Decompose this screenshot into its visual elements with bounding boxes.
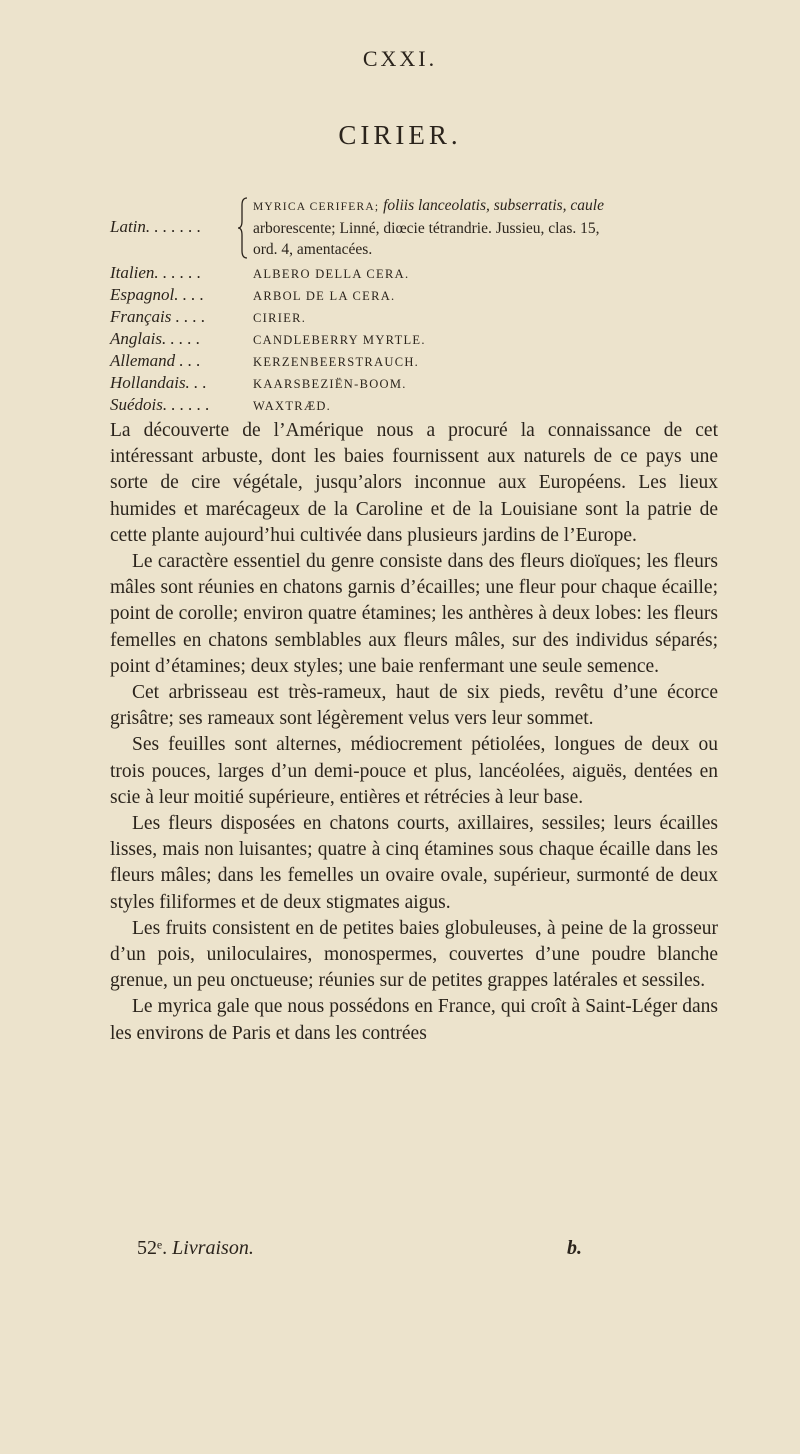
latin-description — [253, 195, 743, 260]
latin-diagnosis: foliis lanceolatis, subserratis, caule — [379, 197, 604, 214]
livraison-number: 52ᵉ. — [137, 1237, 168, 1259]
body-paragraph: Les fruits consistent en de petites baies globuleuses, à peine de la grosseur d’un pois, uniloculaires, monospermes, couvertes d’une poudre blanche grenue, un peu onctueuse; réunies sur de petites grappes latérales et sessiles. — [110, 917, 718, 992]
livraison-mark — [137, 1237, 254, 1260]
language-label: Espagnol. . . . — [110, 285, 204, 304]
name-row — [110, 351, 730, 373]
language-label: Hollandais. . . — [110, 373, 207, 392]
plate-number: CXXI. — [362, 46, 438, 71]
vernacular-name: WAXTRÆD. — [253, 399, 332, 413]
name-row — [110, 395, 730, 417]
body-paragraph: Les fleurs disposées en chatons courts, axillaires, sessiles; leurs écailles lisses, mais non luisantes; quatre à cinq étamines sous chaque écaille dans les fleurs mâles; dans les femelles un ovaire ovale, supérieur, surmonté de deux styles filiformes et de deux stigmates aigus. — [110, 813, 718, 913]
vernacular-name: KERZENBEERSTRAUCH. — [253, 355, 420, 369]
vernacular-name: ARBOL DE LA CERA. — [253, 289, 396, 303]
language-label: Suédois. . . . . . — [110, 395, 210, 414]
body-paragraph: Le caractère essentiel du genre consiste dans des fleurs dioïques; les fleurs mâles sont réunies en chatons garnis d’écailles; une fleur pour chaque écaille; point de corolle; environ quatre étamines; les anthères à deux lobes: les fleurs femelles en chatons semblables aux fleurs mâles, sur des individus séparés; point d’étamines; deux styles; une baie renfermant une seule semence. — [110, 551, 718, 677]
body-paragraph: Le myrica gale que nous possédons en France, qui croît à Saint-Léger dans les environs de Paris et dans les contrées — [110, 996, 718, 1044]
vernacular-name: CIRIER. — [253, 311, 307, 325]
name-rows — [110, 263, 730, 417]
name-row — [110, 307, 730, 329]
page-footer — [137, 1237, 637, 1265]
language-label: Italien. . . . . . — [110, 263, 202, 282]
name-row — [110, 373, 730, 395]
language-label-latin: Latin. . . . . . . — [110, 217, 202, 236]
name-row — [110, 263, 730, 285]
language-label: Français . . . . — [110, 307, 206, 326]
livraison-word: Livraison. — [172, 1237, 254, 1259]
language-label: Allemand . . . — [110, 351, 201, 370]
page-title: CIRIER. — [338, 120, 462, 150]
signature-mark: b. — [567, 1237, 582, 1259]
body-paragraph: Cet arbrisseau est très-rameux, haut de six pieds, revêtu d’une écorce grisâtre; ses rameaux sont légèrement velus vers leur sommet. — [110, 682, 718, 730]
body-text — [110, 418, 718, 1047]
latin-genus-species: MYRICA CERIFERA; — [253, 201, 380, 213]
vernacular-name: CANDLEBERRY MYRTLE. — [253, 333, 426, 347]
vernacular-name: KAARSBEZIËN-BOOM. — [253, 377, 407, 391]
vernacular-names-table — [110, 195, 730, 417]
name-row — [110, 285, 730, 307]
brace-icon — [238, 197, 248, 259]
latin-name-row — [110, 195, 730, 263]
name-row — [110, 329, 730, 351]
language-label: Anglais. . . . . — [110, 329, 201, 348]
latin-line-3: ord. 4, amentacées. — [253, 241, 373, 258]
body-paragraph: Ses feuilles sont alternes, médiocrement pétiolées, longues de deux ou trois pouces, larges d’un demi-pouce et plus, lancéolées, aiguës, dentées en scie à leur moitié supérieure, entières et rétrécies à leur base. — [110, 734, 718, 808]
latin-line-2: arborescente; Linné, diœcie tétrandrie. Jussieu, clas. 15, — [253, 220, 600, 237]
body-paragraph: La découverte de l’Amérique nous a procuré la connaissance de cet intéressant arbuste, dont les baies fournissent aux naturels de ce pays une sorte de cire végétale, jusqu’alors inconnue aux Européens. Les lieux humides et marécageux de la Caroline et de la Louisiane sont la patrie de cette plante aujourd’hui cultivée dans plusieurs jardins de l’Europe. — [110, 420, 718, 546]
vernacular-name: ALBERO DELLA CERA. — [253, 267, 410, 281]
